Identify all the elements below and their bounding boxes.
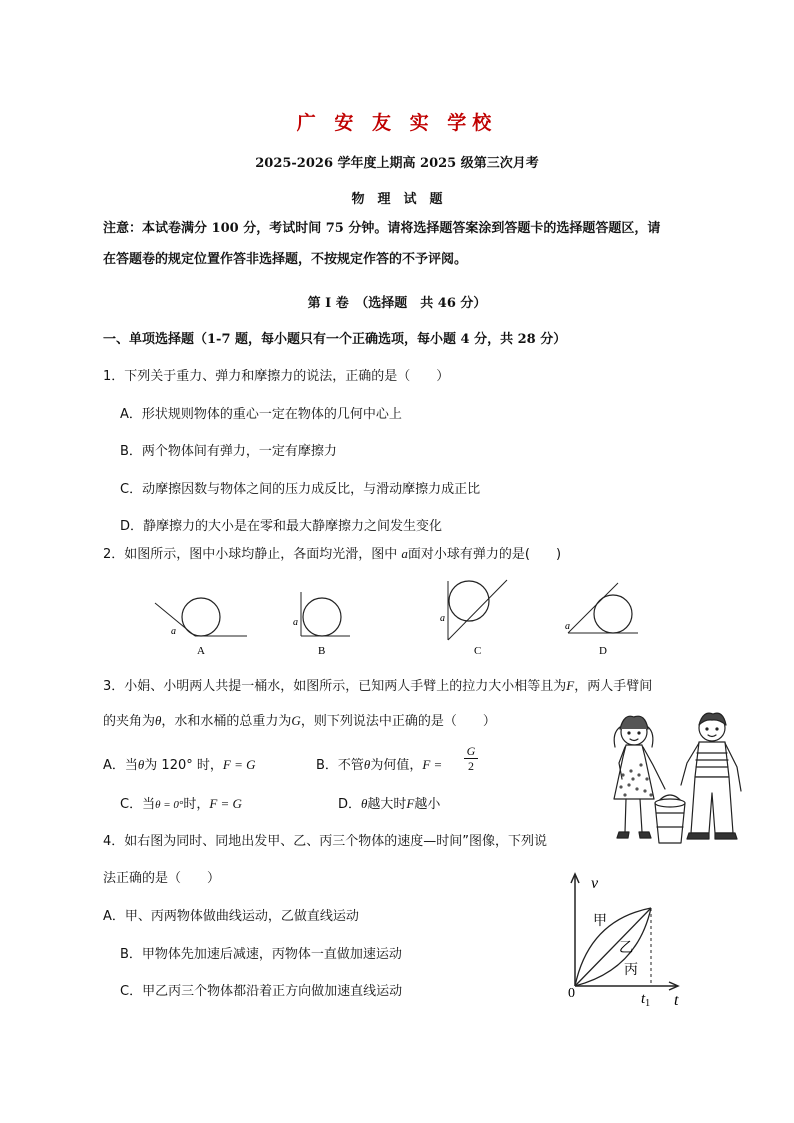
q3-fraction-numerator: G	[464, 744, 478, 759]
two-children-carrying-bucket-illustration	[595, 705, 755, 850]
t1-label: $t_1$	[641, 991, 651, 1008]
notice-line-2: 在答题卷的规定位置作答非选择题，不按规定作答的不予评阅。	[103, 252, 468, 267]
q2-figures	[150, 575, 650, 660]
q2-figure-a	[155, 598, 247, 657]
exam-line: 2025-2026 学年度上期高 2025 级第三次月考	[255, 156, 539, 171]
q2-figure-d	[565, 583, 638, 657]
q2-label-d: D	[599, 645, 607, 657]
q2-label-b: B	[318, 645, 326, 657]
t-axis-label: t	[674, 992, 679, 1008]
q3-option-b-fraction	[464, 744, 478, 773]
q1-option-a: A．形状规则物体的重心一定在物体的几何中心上	[120, 407, 402, 422]
q2-figure-b	[293, 592, 350, 657]
q4-option-b: B．甲物体先加速后减速，丙物体一直做加速运动	[120, 947, 402, 962]
q3-option-c: C．当θ = 0°时，F = G	[120, 796, 242, 812]
q1-stem: 1．下列关于重力、弹力和摩擦力的说法，正确的是（ ）	[103, 369, 450, 384]
label-yi: 乙	[619, 941, 633, 956]
q3-line-2: 的夹角为θ，水和水桶的总重力为G，则下列说法中正确的是（ ）	[103, 713, 496, 729]
q2-figure-c	[440, 580, 507, 657]
v-axis-label: v	[591, 875, 599, 892]
q2-a-surface-label: a	[171, 626, 176, 637]
q3-option-d: D．θ越大时F越小	[338, 796, 441, 812]
q1-option-d: D．静摩擦力的大小是在零和最大静摩擦力之间发生变化	[120, 519, 443, 534]
q2-label-c: C	[474, 645, 482, 657]
q2-stem: 2．如图所示，图中小球均静止，各面均光滑，图中 a面对小球有弹力的是( )	[103, 546, 562, 562]
subject-title: 物 理 试 题	[351, 192, 443, 207]
q3-option-a: A．当θ为 120° 时，F = G	[103, 757, 256, 773]
school-name: 广 安 友 实 学校	[296, 112, 498, 134]
q2-b-surface-label: a	[293, 617, 298, 628]
q1-option-c: C．动摩擦因数与物体之间的压力成反比，与滑动摩擦力成正比	[120, 482, 481, 497]
q4-line-1: 4．如右图为同时、同地出发甲、乙、丙三个物体的速度—时间”图像，下列说	[103, 834, 548, 849]
q4-velocity-time-graph	[555, 868, 690, 1008]
notice-line-1: 注意：本试卷满分 100 分，考试时间 75 分钟。请将选择题答案涂到答题卡的选择题答题区，请	[103, 221, 661, 236]
q3-line-1: 3．小娟、小明两人共提一桶水，如图所示，已知两人手臂上的拉力大小相等且为F，两人手臂间	[103, 678, 653, 694]
line-yi	[575, 908, 651, 986]
q1-option-b: B．两个物体间有弹力，一定有摩擦力	[120, 444, 337, 459]
origin-label: 0	[568, 986, 575, 1001]
q4-option-a: A．甲、丙两物体做曲线运动，乙做直线运动	[103, 909, 359, 924]
q2-d-surface-label: a	[565, 621, 570, 632]
q4-line-2: 法正确的是（ ）	[103, 871, 221, 886]
q4-option-c: C．甲乙丙三个物体都沿着正方向做加速直线运动	[120, 984, 403, 999]
q2-label-a: A	[197, 645, 205, 657]
section-title: 一、单项选择题（1-7 题，每小题只有一个正确选项，每小题 4 分，共 28 分）	[103, 332, 567, 347]
part-title: 第 I 卷 （选择题 共 46 分）	[307, 296, 487, 311]
label-bing: 丙	[624, 963, 638, 978]
q3-option-b: B．不管θ为何值，F =	[316, 757, 443, 773]
q3-fraction-denominator: 2	[468, 759, 474, 773]
label-jia: 甲	[593, 914, 607, 929]
q2-c-surface-label: a	[440, 613, 445, 624]
